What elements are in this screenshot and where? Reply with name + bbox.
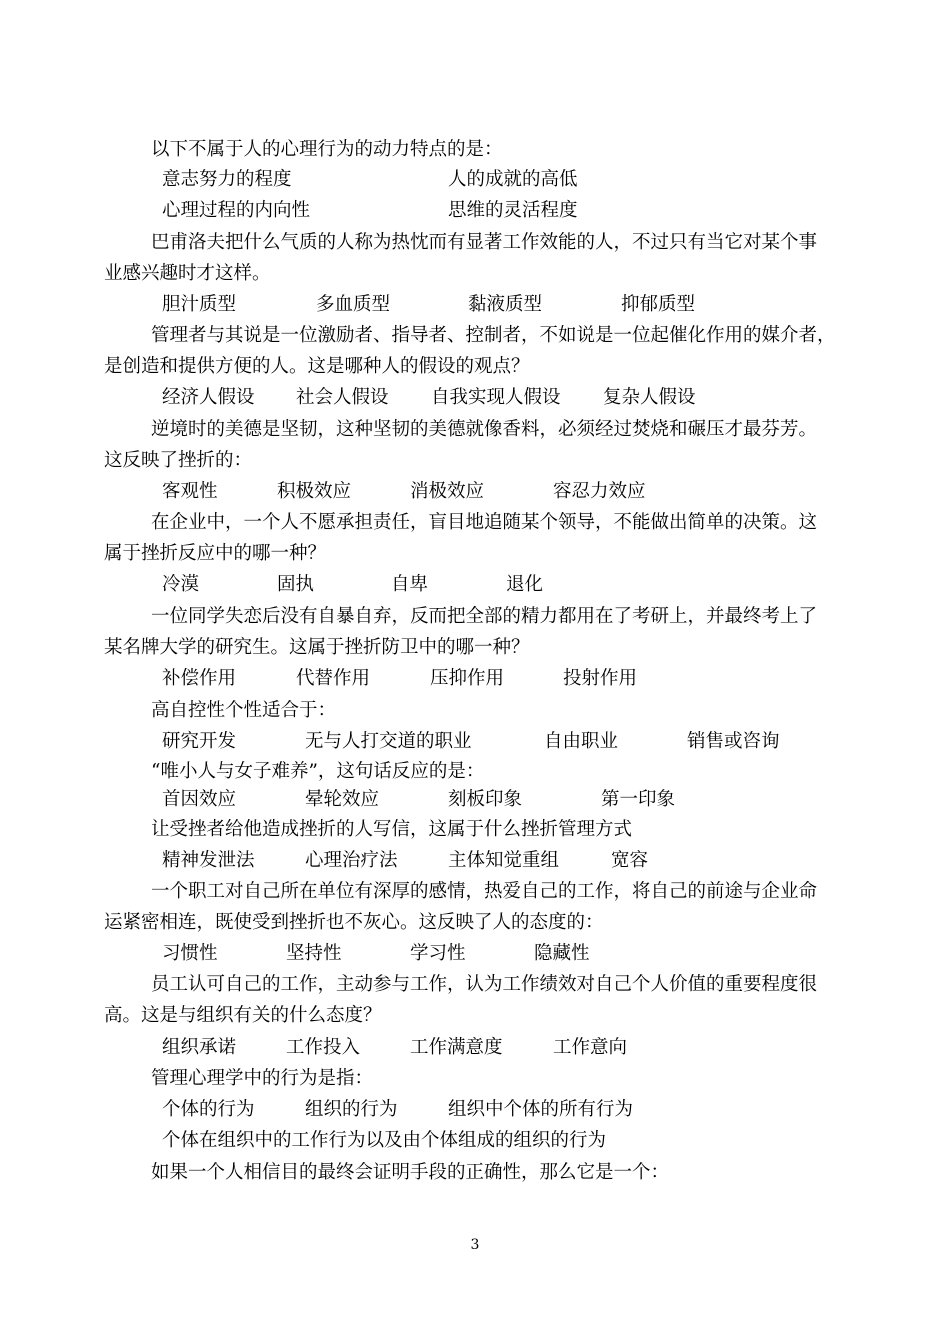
option: 组织中个体的所有行为 [448,1099,634,1120]
option: 精神发泄法 [162,850,255,871]
option: 心理过程的内向性 [162,200,311,221]
question-text: 管理者与其说是一位激励者、指导者、控制者，不如说是一位起催化作用的媒介者， [151,325,836,346]
page-number: 3 [470,1237,480,1253]
option: 无与人打交道的职业 [305,731,472,752]
option: 自卑 [391,574,429,595]
option: 胆汁质型 [162,294,237,315]
option: 主体知觉重组 [448,850,560,871]
option: 自我实现人假设 [431,387,561,408]
option: 消极效应 [410,481,485,502]
option: 社会人假设 [296,387,389,408]
option: 固执 [277,574,315,595]
option: 个体在组织中的工作行为以及由个体组成的组织的行为 [162,1130,607,1151]
question-text: 管理心理学中的行为是指： [151,1068,374,1089]
option: 容忍力效应 [553,481,646,502]
option: 坚持性 [286,943,342,964]
question-text: 高。这是与组织有关的什么态度？ [104,1005,382,1026]
option: 刻板印象 [448,789,523,810]
option: 销售或咨询 [687,731,780,752]
option: 晕轮效应 [305,789,380,810]
question-text: 如果一个人相信目的最终会证明手段的正确性，那么它是一个： [151,1162,670,1183]
option: 思维的灵活程度 [448,200,578,221]
option: 自由职业 [544,731,619,752]
option: 投射作用 [563,668,638,689]
question-text: 高自控性个性适合于： [151,700,337,721]
option: 心理治疗法 [305,850,398,871]
option: 补偿作用 [162,668,237,689]
option: 多血质型 [316,294,391,315]
option: 客观性 [162,481,218,502]
option: 冷漠 [162,574,200,595]
option: 代替作用 [296,668,371,689]
question-text: 逆境时的美德是坚韧，这种坚韧的美德就像香料，必须经过焚烧和碾压才最芬芳。 [151,419,818,440]
question-text: 运紧密相连，既使受到挫折也不灰心。这反映了人的态度的： [104,912,604,933]
option: 人的成就的高低 [448,169,578,190]
option: 工作满意度 [410,1037,503,1058]
option: 隐藏性 [534,943,590,964]
option: 压抑作用 [430,668,505,689]
option: 组织的行为 [305,1099,398,1120]
question-text: 业感兴趣时才这样。 [104,263,271,284]
option: 组织承诺 [162,1037,237,1058]
option: 工作意向 [553,1037,628,1058]
question-text: 在企业中，一个人不愿承担责任，盲目地追随某个领导，不能做出简单的决策。这 [151,512,818,533]
option: 意志努力的程度 [162,169,292,190]
option: 黏液质型 [468,294,543,315]
option: 第一印象 [601,789,676,810]
option: 宽容 [611,850,649,871]
question-text: 让受挫者给他造成挫折的人写信，这属于什么挫折管理方式 [151,819,633,840]
question-text: 是创造和提供方便的人。这是哪种人的假设的观点？ [104,356,530,377]
question-text: 巴甫洛夫把什么气质的人称为热忱而有显著工作效能的人，不过只有当它对某个事 [151,232,818,253]
option: 研究开发 [162,731,237,752]
option: 退化 [506,574,544,595]
question-text: “唯小人与女子难养”，这句话反应的是： [151,761,485,782]
option: 个体的行为 [162,1099,255,1120]
option: 经济人假设 [162,387,255,408]
option: 学习性 [410,943,466,964]
option: 抑郁质型 [621,294,696,315]
question-text: 某名牌大学的研究生。这属于挫折防卫中的哪一种？ [104,637,530,658]
question-text: 一位同学失恋后没有自暴自弃，反而把全部的精力都用在了考研上，并最终考上了 [151,606,818,627]
question-text: 这反映了挫折的： [104,450,253,471]
option: 积极效应 [277,481,352,502]
option: 工作投入 [286,1037,361,1058]
option: 首因效应 [162,789,237,810]
question-text: 属于挫折反应中的哪一种？ [104,543,327,564]
question-text: 员工认可自己的工作，主动参与工作，认为工作绩效对自己个人价值的重要程度很 [151,974,818,995]
option: 复杂人假设 [603,387,696,408]
question-text: 一个职工对自己所在单位有深厚的感情，热爱自己的工作，将自己的前途与企业命 [151,881,818,902]
question-text: 以下不属于人的心理行为的动力特点的是： [151,139,503,160]
option: 习惯性 [162,943,218,964]
